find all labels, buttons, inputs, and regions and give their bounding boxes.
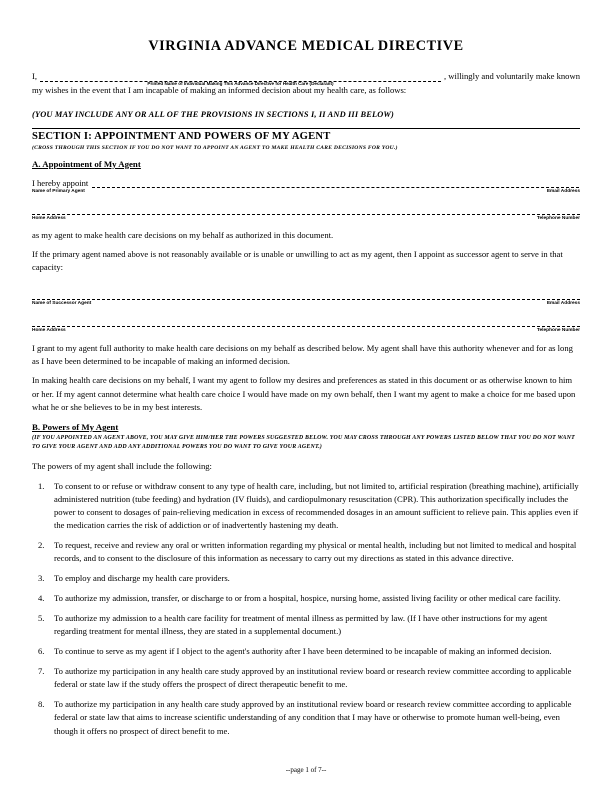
- primary-agent-address-caption: Home Address: [32, 215, 66, 221]
- part-a-heading: [32, 159, 580, 169]
- primary-agent-address-block: [32, 204, 580, 221]
- inclusion-notice: (YOU MAY INCLUDE ANY OR ALL OF THE PROVISIONS IN SECTIONS I, II AND III BELOW): [32, 109, 394, 119]
- list-item: To authorize my participation in any health care study approved by an institutional review board or research review committee according to applicable federal or state law that aims to increase scientific understanding of any condition that I may have or otherwise to promote human well-being, even though it offers no prospect of direct benefit to me.: [54, 699, 572, 736]
- section-1-note: (CROSS THROUGH THIS SECTION IF YOU DO NOT WANT TO APPOINT AN AGENT TO MAKE HEALTH CARE DECISIONS FOR YOU.): [32, 144, 398, 151]
- successor-agent-name-caption: Name of Successor Agent: [32, 300, 92, 306]
- list-item: To authorize my admission to a health care facility for treatment of mental illness as permitted by law. (If I have other instructions for my agent regarding treatment for mental illness, they are stated in a supplemental document.): [54, 613, 548, 637]
- declarant-name-line: [32, 71, 580, 86]
- primary-agent-email-caption: Email Address: [546, 188, 580, 194]
- successor-agent-captions-2: [32, 328, 580, 333]
- successor-agent-address-block: [32, 316, 580, 333]
- section-divider: [32, 128, 580, 129]
- primary-agent-captions-1: [32, 189, 580, 194]
- list-item: To consent to or refuse or withdraw consent to any type of health care, including, but not limited to, artificial respiration (breathing machine), artificially administered nutrition (tube feeding) and hydration (IV fluids), and cardiopulmonary resuscitation (CPR). This authorization specifically includes the power to consent to dosages of pain-relieving medication in excess of recommended dosages in an amount sufficient to relieve pain. This applies even if the medication carries the risk of addiction or of inadvertently hastening my death.: [54, 480, 579, 530]
- primary-agent-name-caption: Name of Primary Agent: [32, 188, 85, 194]
- list-item: To authorize my participation in any health care study approved by an institutional review board or research review committee according to applicable federal or state law if the study offers the prospect of direct therapeutic benefit to me.: [54, 666, 572, 690]
- declarant-tail-text: , willingly and voluntarily make known: [443, 71, 580, 81]
- page-title: VIRGINIA ADVANCE MEDICAL DIRECTIVE: [148, 38, 464, 54]
- successor-agent-phone-caption: Telephone Number: [536, 327, 580, 333]
- appoint-lead-label: I hereby appoint: [32, 177, 89, 188]
- declarant-name-blank[interactable]: [40, 72, 441, 86]
- list-item: To continue to serve as my agent if I object to the agent's authority after I have been determined to be incapable of making an informed decision.: [54, 646, 552, 657]
- section-1-heading: SECTION I: APPOINTMENT AND POWERS OF MY AGENT: [32, 130, 331, 142]
- successor-agent-address-caption: Home Address: [32, 327, 66, 333]
- list-item: To employ and discharge my health care providers.: [54, 572, 230, 583]
- successor-agent-email-caption: Email Address: [546, 300, 580, 306]
- page-footer: --page 1 of 7--: [285, 766, 327, 774]
- successor-agent-name-block: [32, 289, 580, 306]
- list-item: To request, receive and review any oral or written information regarding my physical or mental health, including but not limited to medical and hospital records, and to consent to the disclosure of this information as necessary to carry out my directions as stated in this advance directive.: [54, 539, 577, 563]
- after-primary-text: as my agent to make health care decisions on my behalf as authorized in this document.: [32, 229, 334, 240]
- successor-agent-name-blank[interactable]: [32, 289, 580, 300]
- successor-agent-captions-1: [32, 301, 580, 306]
- list-item: To authorize my admission, transfer, or discharge to or from a hospital, hospice, nursing home, assisted living facility or other medical care facility.: [54, 593, 561, 603]
- appoint-row: [32, 178, 580, 188]
- part-b-heading-text: B. Powers of My Agent: [32, 422, 119, 433]
- grant-authority-paragraph: I grant to my agent full authority to make health care decisions on my behalf as described below. My agent shall have this authority whenever and for as long as I have been determined to be incapable of making an informed decision.: [32, 342, 573, 366]
- successor-agent-address-blank[interactable]: [32, 316, 580, 327]
- primary-agent-phone-caption: Telephone Number: [536, 215, 580, 221]
- primary-agent-address-blank[interactable]: [32, 204, 580, 215]
- part-b-note: (IF YOU APPOINTED AN AGENT ABOVE, YOU MAY GIVE HIM/HER THE POWERS SUGGESTED BELOW. YOU MAY CROSS THROUGH ANY POWERS LISTED BELOW THAT YOU DO NOT WANT TO GIVE YOUR AGENT AND ADD ANY ADDITIONAL POWERS YOU DO WANT TO GIVE YOUR AGENT.): [32, 435, 575, 450]
- declarant-lead-label: I,: [32, 71, 38, 81]
- primary-agent-captions-2: [32, 216, 580, 221]
- powers-list: [32, 480, 580, 738]
- powers-lead-in: The powers of my agent shall include the following:: [32, 461, 212, 472]
- preferences-paragraph: In making health care decisions on my behalf, I want my agent to follow my desires and preferences as stated in this document or as otherwise known to him or her. If my agent cannot determine what health care choice I would have made on my own behalf, then I want my agent to make a choice for me based upon what he or she believes to be in my best interests.: [32, 375, 576, 412]
- declarant-name-caption: Printed Name of Individual Making This Advance Directive for Health Care (Declarant): [147, 81, 334, 86]
- part-b-heading: [32, 422, 580, 432]
- part-a-heading-text: A. Appointment of My Agent: [32, 158, 141, 169]
- intro-continuation: my wishes in the event that I am incapable of making an informed decision about my health care, as follows:: [32, 85, 407, 96]
- successor-intro-text: If the primary agent named above is not reasonably available or is unable or unwilling to act as my agent, then I appoint as successor agent to serve in that capacity:: [32, 248, 563, 273]
- primary-agent-name-blank[interactable]: [92, 178, 579, 188]
